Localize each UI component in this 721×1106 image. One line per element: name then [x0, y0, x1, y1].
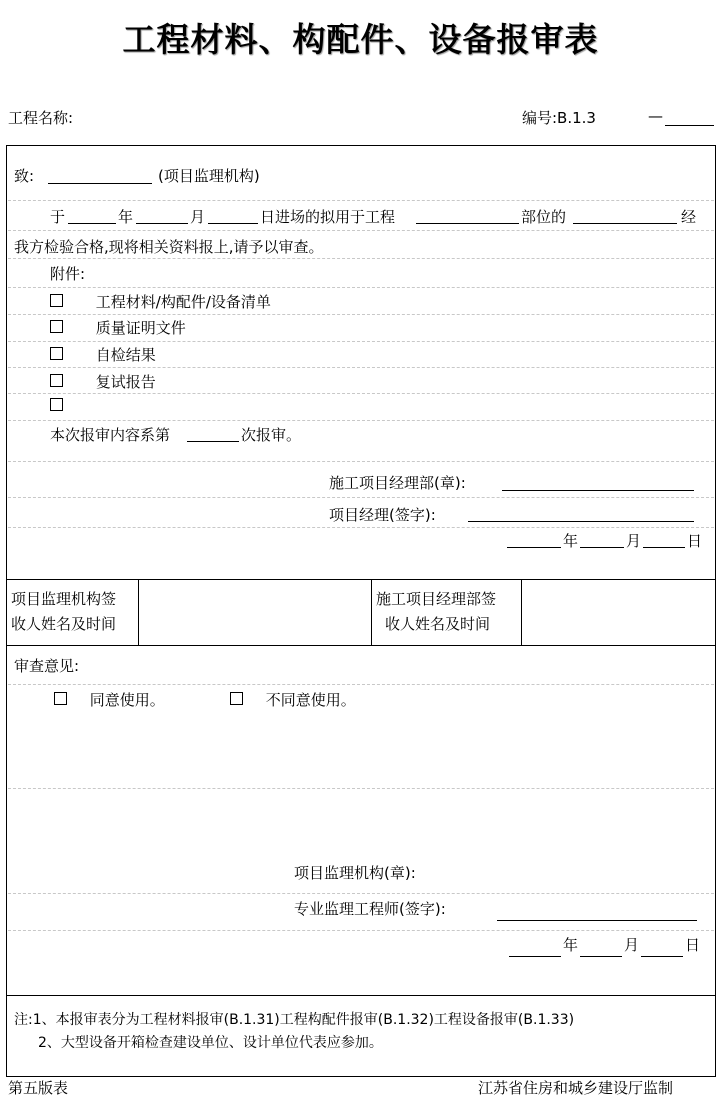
- contractor-dept-label: 施工项目经理部(章):: [329, 474, 466, 492]
- document-title: 工程材料、构配件、设备报审表: [122, 20, 599, 59]
- disagree-checkbox[interactable]: [230, 692, 243, 705]
- disagree-label: 不同意使用。: [265, 691, 356, 709]
- attachment-checkbox[interactable]: [50, 320, 63, 333]
- to-label: 致:: [14, 167, 35, 185]
- project-manager-signature-blank[interactable]: [468, 521, 694, 522]
- attachment-label: 附件:: [50, 265, 86, 283]
- contractor-receipt-field[interactable]: [525, 584, 711, 642]
- attachment-label-text: 质量证明文件: [95, 319, 186, 337]
- supervision-receipt-label-2: 收人姓名及时间: [11, 615, 117, 633]
- date-year-blank[interactable]: [507, 547, 561, 548]
- inspection-statement: 我方检验合格,现将相关资料报上,请予以审查。: [14, 238, 324, 256]
- date-month-blank[interactable]: [580, 547, 624, 548]
- review-month-text: 月: [624, 936, 640, 954]
- jing-text: 经: [681, 208, 697, 226]
- agree-option[interactable]: [54, 689, 165, 710]
- project-blank[interactable]: [416, 223, 519, 224]
- attachment-label-text: 工程材料/构配件/设备清单: [95, 293, 271, 311]
- entry-day-blank[interactable]: [208, 223, 258, 224]
- submission-suffix: 次报审。: [241, 426, 302, 444]
- engineer-signature-blank[interactable]: [497, 920, 697, 921]
- number-dash: —: [648, 107, 663, 125]
- part-text: 部位的: [521, 208, 567, 226]
- attachment-item: [50, 371, 156, 392]
- number-blank[interactable]: [665, 125, 714, 126]
- yu-text: 于: [50, 208, 66, 226]
- attachment-item: [50, 291, 271, 312]
- date-day-text: 日: [687, 532, 703, 550]
- supervision-org-label: (项目监理机构): [158, 167, 260, 185]
- project-manager-label: 项目经理(签字):: [329, 506, 436, 524]
- agree-label: 同意使用。: [89, 691, 165, 709]
- note-1: 注:1、本报审表分为工程材料报审(B.1.31)工程构配件报审(B.1.32)工程设备报审(B.1.33): [14, 1012, 575, 1028]
- issuer-label: 江苏省住房和城乡建设厅监制: [478, 1079, 674, 1097]
- contractor-receipt-label: 施工项目经理部签: [376, 590, 497, 608]
- part-blank[interactable]: [573, 223, 677, 224]
- review-month-blank[interactable]: [580, 956, 622, 957]
- supervision-receipt-label: 项目监理机构签: [11, 590, 117, 608]
- attachment-label-text: 自检结果: [95, 346, 156, 364]
- attachment-item: [50, 397, 63, 415]
- attachment-item: [50, 344, 156, 365]
- contractor-stamp-blank[interactable]: [502, 490, 694, 491]
- entry-month-blank[interactable]: [136, 223, 188, 224]
- attachment-label-text: 复试报告: [95, 373, 156, 391]
- entry-year-blank[interactable]: [68, 223, 116, 224]
- attachment-checkbox[interactable]: [50, 294, 63, 307]
- project-name-label: 工程名称:: [8, 109, 74, 127]
- note-2: 2、大型设备开箱检查建设单位、设计单位代表应参加。: [38, 1035, 383, 1051]
- entry-text: 日进场的拟用于工程: [260, 208, 396, 226]
- contractor-receipt-label-2: 收人姓名及时间: [385, 615, 491, 633]
- attachment-checkbox[interactable]: [50, 347, 63, 360]
- form-number: 编号:B.1.3: [522, 109, 596, 127]
- supervision-org-blank[interactable]: [48, 183, 152, 184]
- submission-count-blank[interactable]: [187, 441, 239, 442]
- supervision-receipt-field[interactable]: [142, 584, 368, 642]
- agree-checkbox[interactable]: [54, 692, 67, 705]
- date-month-text: 月: [626, 532, 642, 550]
- review-year-text: 年: [563, 936, 579, 954]
- date-day-blank[interactable]: [643, 547, 685, 548]
- supervision-stamp-label: 项目监理机构(章):: [294, 864, 416, 882]
- review-day-blank[interactable]: [641, 956, 683, 957]
- disagree-option[interactable]: [230, 689, 356, 710]
- submission-prefix: 本次报审内容系第: [50, 426, 171, 444]
- engineer-label: 专业监理工程师(签字):: [294, 900, 446, 918]
- attachment-item: [50, 317, 186, 338]
- review-year-blank[interactable]: [509, 956, 561, 957]
- year-text: 年: [118, 208, 134, 226]
- attachment-checkbox[interactable]: [50, 374, 63, 387]
- month-text: 月: [190, 208, 206, 226]
- review-day-text: 日: [685, 936, 701, 954]
- review-opinion-label: 审查意见:: [14, 657, 80, 675]
- edition-label: 第五版表: [8, 1079, 69, 1097]
- date-year-text: 年: [563, 532, 579, 550]
- attachment-checkbox[interactable]: [50, 398, 63, 411]
